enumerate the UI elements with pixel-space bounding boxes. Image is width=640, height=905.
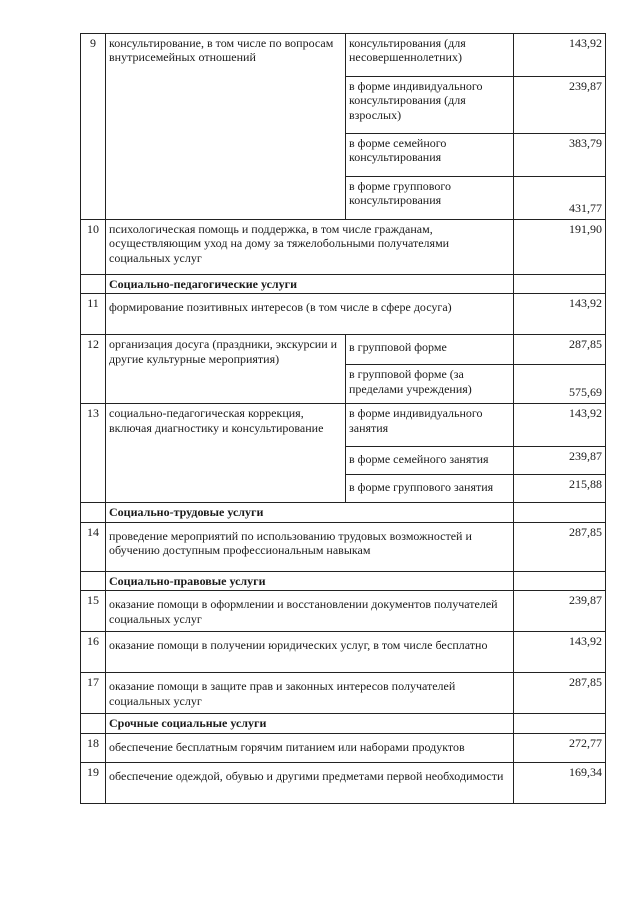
table-row xyxy=(81,34,606,77)
row-number: 9 xyxy=(81,34,106,220)
service-form: в групповой форме (за пределами учреждения) xyxy=(346,365,514,404)
row-number: 14 xyxy=(81,522,106,571)
table-row xyxy=(81,762,606,803)
table-row xyxy=(81,522,606,571)
service-form: в групповой форме xyxy=(346,335,514,365)
service-form: в форме группового консультирования xyxy=(346,177,514,220)
service-form: в форме индивидуального занятия xyxy=(346,404,514,447)
row-number: 18 xyxy=(81,733,106,762)
tariff-value: 287,85 xyxy=(514,335,606,365)
tariff-value: 169,34 xyxy=(514,762,606,803)
section-row xyxy=(81,714,606,733)
section-heading: Социально-правовые услуги xyxy=(106,571,514,590)
tariff-value: 431,77 xyxy=(514,177,606,220)
tariff-value: 215,88 xyxy=(514,475,606,503)
row-number: 13 xyxy=(81,404,106,503)
service-name: оказание помощи в оформлении и восстановлении документов получателей социальных услуг xyxy=(106,591,514,632)
row-number: 17 xyxy=(81,673,106,714)
row-number: 11 xyxy=(81,294,106,335)
tariff-value: 575,69 xyxy=(514,365,606,404)
service-name: проведение мероприятий по использованию трудовых возможностей и обучению доступным профессиональным навыкам xyxy=(106,522,514,571)
section-row xyxy=(81,275,606,294)
table-row xyxy=(81,404,606,447)
tariff-value: 287,85 xyxy=(514,522,606,571)
table-row xyxy=(81,294,606,335)
section-heading: Срочные социальные услуги xyxy=(106,714,514,733)
section-heading: Социально-трудовые услуги xyxy=(106,503,514,522)
tariff-value: 272,77 xyxy=(514,733,606,762)
service-name: организация досуга (праздники, экскурсии и другие культурные мероприятия) xyxy=(106,335,346,404)
table-row xyxy=(81,220,606,275)
section-heading: Социально-педагогические услуги xyxy=(106,275,514,294)
service-form: в форме группового занятия xyxy=(346,475,514,503)
service-form: в форме семейного занятия xyxy=(346,447,514,475)
service-name: оказание помощи в получении юридических услуг, в том числе бесплатно xyxy=(106,632,514,673)
table-row xyxy=(81,673,606,714)
tariff-value: 287,85 xyxy=(514,673,606,714)
tariff-value: 143,92 xyxy=(514,294,606,335)
service-form: в форме индивидуального консультирования (для взрослых) xyxy=(346,77,514,134)
service-name: обеспечение одеждой, обувью и другими предметами первой необходимости xyxy=(106,762,514,803)
table-row xyxy=(81,591,606,632)
row-number: 12 xyxy=(81,335,106,404)
tariff-value: 383,79 xyxy=(514,134,606,177)
tariff-value: 239,87 xyxy=(514,447,606,475)
service-name: обеспечение бесплатным горячим питанием или наборами продуктов xyxy=(106,733,514,762)
tariff-value: 191,90 xyxy=(514,220,606,275)
section-row xyxy=(81,503,606,522)
table-row xyxy=(81,335,606,365)
service-form: консультирования (для несовершеннолетних) xyxy=(346,34,514,77)
tariff-value: 143,92 xyxy=(514,404,606,447)
service-name: социально-педагогическая коррекция, включая диагностику и консультирование xyxy=(106,404,346,503)
tariff-value: 143,92 xyxy=(514,632,606,673)
section-row xyxy=(81,571,606,590)
tariff-value: 239,87 xyxy=(514,591,606,632)
tariff-value: 239,87 xyxy=(514,77,606,134)
service-name: психологическая помощь и поддержка, в том числе гражданам, осуществляющим уход на дому за тяжелобольными получателями социальных услуг xyxy=(106,220,514,275)
tariff-value: 143,92 xyxy=(514,34,606,77)
table-row xyxy=(81,733,606,762)
row-number: 16 xyxy=(81,632,106,673)
row-number: 10 xyxy=(81,220,106,275)
row-number: 19 xyxy=(81,762,106,803)
service-name: оказание помощи в защите прав и законных интересов получателей социальных услуг xyxy=(106,673,514,714)
service-name: консультирование, в том числе по вопросам внутрисемейных отношений xyxy=(106,34,346,220)
service-form: в форме семейного консультирования xyxy=(346,134,514,177)
service-name: формирование позитивных интересов (в том числе в сфере досуга) xyxy=(106,294,514,335)
services-tariff-table xyxy=(80,33,606,804)
table-row xyxy=(81,632,606,673)
row-number: 15 xyxy=(81,591,106,632)
